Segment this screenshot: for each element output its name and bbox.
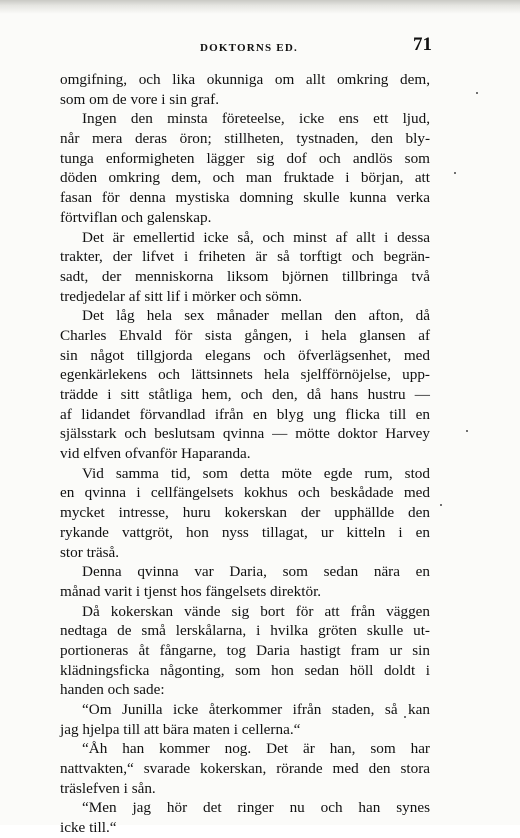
text-line: tredjedelar af sitt lif i mörker och sömn. <box>60 287 303 305</box>
text-line: nedtaga de små lerskålarna, i hvilka gröten skulle ut- <box>60 622 430 640</box>
text-line: stor träså. <box>60 543 120 561</box>
running-head: DOKTORNS ED. <box>200 42 298 54</box>
text-line: fasan för denna mystiska domning skulle kunna verka <box>60 189 430 207</box>
text-line: omgifning, och lika okunniga om allt omkring dem, <box>60 71 430 88</box>
paragraph-start-line: “Åh han kommer nog. Det är han, som har <box>82 740 430 758</box>
text-line: egenkärlekens och lättsinnets hela sjelfförnöjelse, upp- <box>60 366 430 384</box>
text-line: förtviflan och galenskap. <box>60 208 212 226</box>
paper-speck <box>454 172 456 174</box>
paragraph-start-line: Denna qvinna var Daria, som sedan nära en <box>82 563 430 581</box>
paper-speck <box>476 92 478 94</box>
paragraph-start-line: Det låg hela sex månader mellan den afton, då <box>82 307 430 325</box>
paragraph-start-line: Ingen den minsta företeelse, icke ens ett ljud, <box>82 110 430 128</box>
text-line: handen och sade: <box>60 681 165 699</box>
text-line: sin något tillgjorda elegans och öfverlägsenhet, med <box>60 346 430 364</box>
text-line: som om de vore i sin graf. <box>60 90 220 108</box>
text-line: sadt, der menniskorna liksom björnen tillbringa två <box>60 267 430 285</box>
text-line: nattvakten,“ svarade kokerskan, rörande med den stora <box>60 760 430 778</box>
paper-speck <box>440 504 442 506</box>
text-line: själsstark och beslutsam qvinna — mötte doktor Harvey <box>60 425 430 443</box>
paragraph-start-line: Då kokerskan vände sig bort för att från väggen <box>82 602 430 620</box>
text-line: af lidandet förvandlad ifrån en blyg ung flicka till en <box>60 405 430 423</box>
text-line: trädde i sitt ståtliga hem, och den, då hans hustru — <box>60 386 430 403</box>
text-line: jag hjelpa till att bära maten i cellerna.“ <box>60 720 301 738</box>
text-line: rykande vattgröt, hon nyss tillagat, ur kitteln i en <box>60 523 430 541</box>
text-line: vid elfven ofvanför Haparanda. <box>60 445 251 463</box>
text-line: når mera deras öron; stillheten, tystnaden, den bly- <box>60 130 430 148</box>
paragraph-start-line: Det är emellertid icke så, och minst af allt i dessa <box>82 228 430 246</box>
text-line: tunga enformigheten lägger sig dof och andlös som <box>60 149 430 167</box>
text-line: trakter, der lifvet i friheten är så torftigt och begrän- <box>60 248 430 266</box>
text-line: en qvinna i cellfängelsets kokhus och beskådade med <box>60 484 430 502</box>
paragraph-start-line: “Men jag hör det ringer nu och han synes <box>82 799 430 817</box>
paragraph-start-line: Vid samma tid, som detta möte egde rum, stod <box>82 464 430 482</box>
text-line: portioneras åt fångarne, tog Daria hastigt fram ur sin <box>60 641 430 659</box>
body-text <box>60 70 430 838</box>
text-line: träslefven i sån. <box>60 779 156 797</box>
page-edge-shadow <box>0 0 520 14</box>
text-line: klädningsficka någonting, som hon sedan höll doldt i <box>60 661 430 679</box>
text-line: döden omkring dem, och man fruktade i början, att <box>60 169 430 187</box>
text-line: Charles Ehvald för sista gången, i hela glansen af <box>60 326 430 344</box>
paragraph-start-line: “Om Junilla icke återkommer ifrån staden, så kan <box>82 701 430 718</box>
text-line: månad varit i tjenst hos fängelsets direktör. <box>60 582 322 600</box>
paper-speck <box>466 430 468 432</box>
page-number: 71 <box>413 34 432 55</box>
text-line: mycket intresse, huru kokerskan der upphällde den <box>60 504 430 522</box>
text-line: icke till.“ <box>60 819 117 837</box>
page-header <box>60 34 430 60</box>
